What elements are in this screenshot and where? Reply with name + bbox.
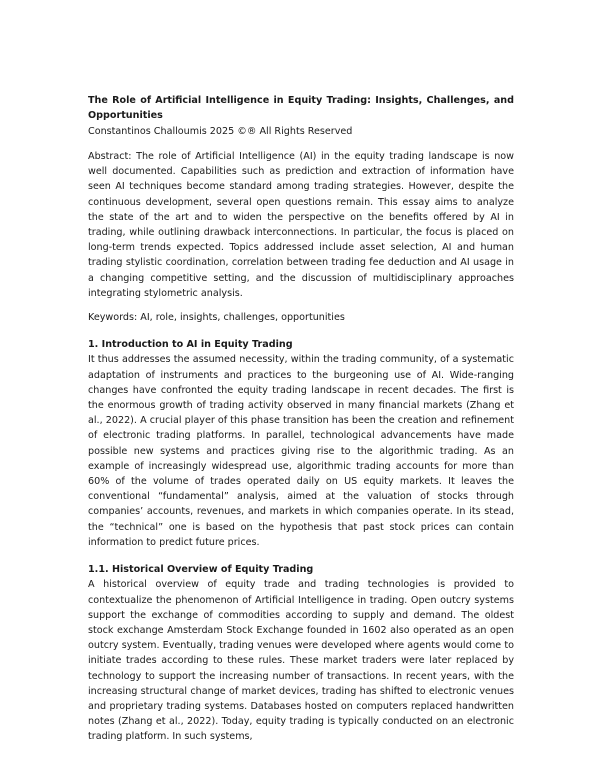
paper-content (88, 93, 514, 745)
section-1-heading: 1. Introduction to AI in Equity Trading (88, 339, 293, 351)
section-1-body: It thus addresses the assumed necessity, within the trading community, of a systematic adaptation of instruments and practices to the burgeoning use of AI. Wide-ranging changes have confronted the equity trading landscape in recent decades. The first is the enormous growth of trading activity observed in many financial markets (Zhang et al., 2022). A crucial player of this phase transition has been the creation and refinement of electronic trading platforms. In parallel, technological advancements have made possible new systems and practices giving rise to the algorithmic trading. As an example of increasingly widespread use, algorithmic trading accounts for more than 60% of the volume of trades operated daily on US equity markets. It leaves the conventional “fundamental” analysis, aimed at the valuation of stocks through companies’ accounts, revenues, and markets in which companies operate. In its stead, the “technical” one is based on the hypothesis that past stock prices can contain information to predict future prices. (88, 354, 514, 548)
section-1-1-heading: 1.1. Historical Overview of Equity Trading (88, 564, 314, 576)
paper-title: The Role of Artificial Intelligence in Equity Trading: Insights, Challenges, and Opportunities (88, 95, 514, 122)
abstract-paragraph: Abstract: The role of Artificial Intelligence (AI) in the equity trading landscape is now well documented. Capabilities such as prediction and extraction of information have seen AI techniques become standard among trading strategies. However, despite the continuous development, several open questions remain. This essay aims to analyze the state of the art and to widen the perspective on the benefits offered by AI in trading, while outlining drawback interconnections. In particular, the focus is placed on long-term trends expected. Topics addressed include asset selection, AI and human trading stylistic coordination, correlation between trading fee deduction and AI usage in a changing competitive setting, and the discussion of multidisciplinary approaches integrating stylometric analysis. (88, 151, 514, 299)
author-line: Constantinos Challoumis 2025 ©® All Rights Reserved (88, 125, 353, 137)
section-1-1-body: A historical overview of equity trade and trading technologies is provided to contextualize the phenomenon of Artificial Intelligence in trading. Open outcry systems support the exchange of commodities according to supply and demand. The oldest stock exchange Amsterdam Stock Exchange founded in 1602 also operated as an open outcry system. Eventually, trading venues were developed where agents would come to initiate trades according to these rules. These market traders were later replaced by technology to support the increasing number of transactions. In recent years, with the increasing structural change of market devices, trading has shifted to electronic venues and proprietary trading systems. Databases hosted on computers replaced handwritten notes (Zhang et al., 2022). Today, equity trading is typically conducted on an electronic trading platform. In such systems, (88, 579, 514, 743)
keywords-line: Keywords: AI, role, insights, challenges, opportunities (88, 312, 345, 324)
